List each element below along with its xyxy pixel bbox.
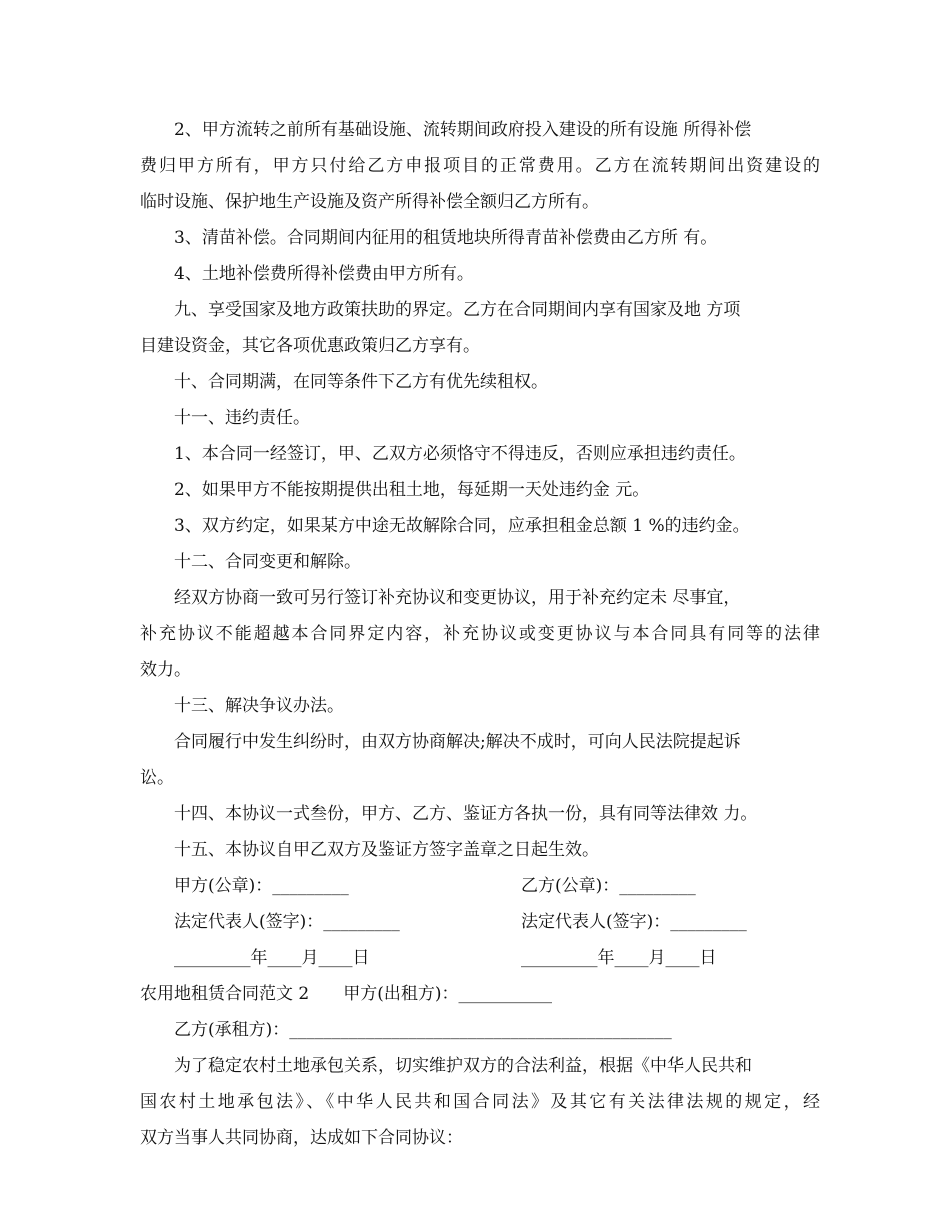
paragraph-line: 3、清苗补偿。合同期间内征用的租赁地块所得青苗补偿费由乙方所 有。	[174, 228, 718, 248]
section-heading: 十二、合同变更和解除。	[174, 552, 361, 572]
paragraph-line: 经双方协商一致可另行签订补充协议和变更协议，用于补充约定未 尽事宜，	[174, 588, 741, 608]
paragraph-line: 为了稳定农村土地承包关系，切实维护双方的合法利益，根据《中华人民共和	[174, 1056, 752, 1076]
paragraph-line: 1、本合同一经签订，甲、乙双方必须恪守不得违反，否则应承担违约责任。	[174, 444, 746, 464]
lessee-line: 乙方(承租方)：_____________________________________________	[174, 1020, 672, 1040]
paragraph-line: 十、合同期满，在同等条件下乙方有优先续租权。	[174, 372, 548, 392]
paragraph-line: 目建设资金，其它各项优惠政策归乙方享有。	[140, 336, 480, 356]
section-heading: 十三、解决争议办法。	[174, 696, 344, 716]
paragraph-line: 3、双方约定，如果某方中途无故解除合同，应承担租金总额 1 %的违约金。	[174, 516, 750, 536]
party-a-representative: 法定代表人(签字)：_________	[174, 912, 400, 932]
party-a-date: _________年____月____日	[174, 948, 370, 968]
paragraph-line: 九、享受国家及地方政策扶助的界定。乙方在合同期间内享有国家及地 方项	[174, 300, 741, 320]
party-b-seal: 乙方(公章)：_________	[521, 876, 696, 896]
paragraph-line: 国农村土地承包法》、《中华人民共和国合同法》及其它有关法律法规的规定，经	[140, 1092, 820, 1112]
party-b-representative: 法定代表人(签字)：_________	[521, 912, 747, 932]
paragraph-line: 费归甲方所有，甲方只付给乙方申报项目的正常费用。乙方在流转期间出资建设的	[140, 156, 820, 176]
paragraph-line: 2、甲方流转之前所有基础设施、流转期间政府投入建设的所有设施 所得补偿	[174, 120, 752, 140]
paragraph-line: 十四、本协议一式叁份，甲方、乙方、鉴证方各执一份，具有同等法律效 力。	[174, 804, 758, 824]
paragraph-line: 补充协议不能超越本合同界定内容，补充协议或变更协议与本合同具有同等的法律	[140, 624, 820, 644]
paragraph-line: 讼。	[140, 768, 174, 788]
party-a-seal: 甲方(公章)：_________	[174, 876, 349, 896]
paragraph-line: 十五、本协议自甲乙双方及鉴证方签字盖章之日起生效。	[174, 840, 599, 860]
sample-2-title: 农用地租赁合同范文 2 甲方(出租方)：___________	[140, 984, 552, 1004]
paragraph-line: 临时设施、保护地生产设施及资产所得补偿全额归乙方所有。	[140, 192, 599, 212]
paragraph-line: 双方当事人共同协商，达成如下合同协议：	[140, 1128, 463, 1148]
paragraph-line: 4、土地补偿费所得补偿费由甲方所有。	[174, 264, 474, 284]
section-heading: 十一、违约责任。	[174, 408, 310, 428]
paragraph-line: 合同履行中发生纠纷时，由双方协商解决;解决不成时，可向人民法院提起诉	[174, 732, 741, 752]
paragraph-line: 2、如果甲方不能按期提供出租土地，每延期一天处违约金 元。	[174, 480, 650, 500]
party-b-date: _________年____月____日	[521, 948, 717, 968]
paragraph-line: 效力。	[140, 660, 191, 680]
